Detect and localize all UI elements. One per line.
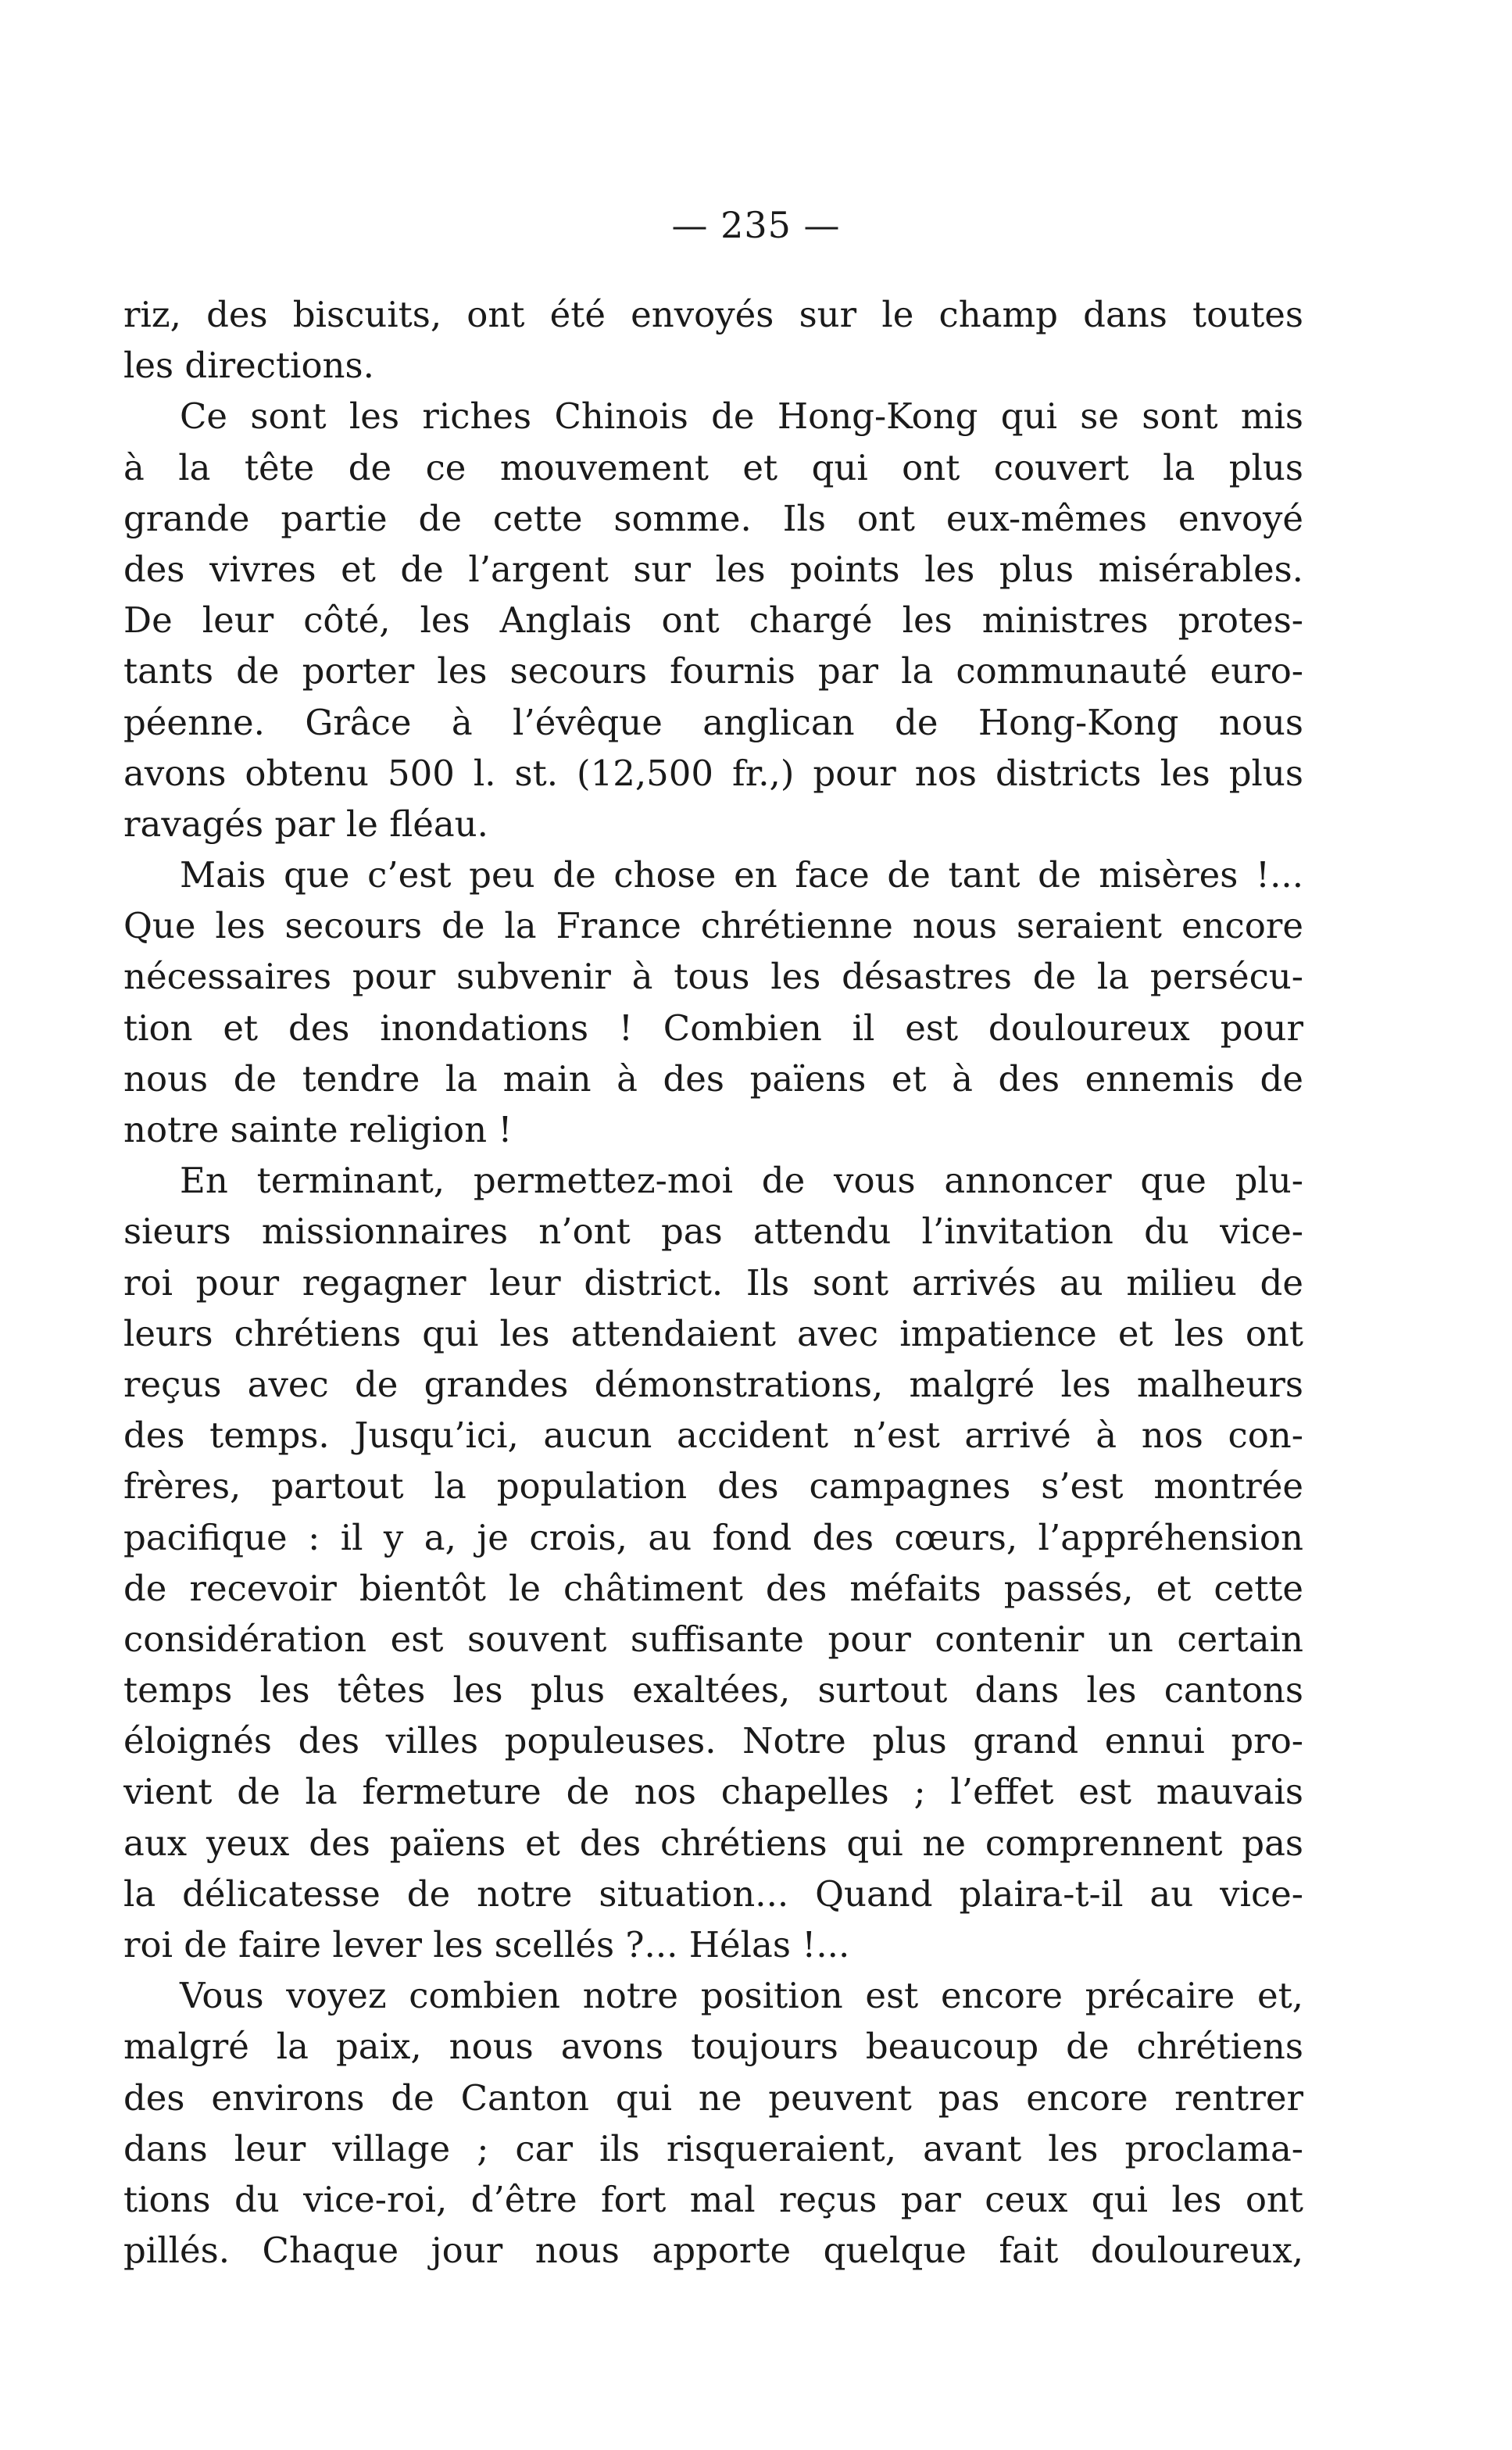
text-line: des environs de Canton qui ne peuvent pas encore rentrer: [123, 2076, 1303, 2119]
text-line: dans leur village ; car ils risqueraient, avant les proclama-: [123, 2127, 1303, 2169]
text-line: De leur côté, les Anglais ont chargé les ministres protes-: [123, 599, 1303, 642]
text-line: tants de porter les secours fournis par la communauté euro-: [123, 650, 1303, 692]
text-line: notre sainte religion !: [123, 1109, 513, 1150]
text-line: ravagés par le fléau.: [123, 803, 488, 845]
paragraph: [123, 849, 1303, 1155]
text-line: de recevoir bientôt le châtiment des méfaits passés, et cette: [123, 1567, 1303, 1609]
paragraph: [123, 1155, 1303, 1970]
text-line: les directions.: [123, 345, 374, 387]
text-line: frères, partout la population des campagnes s’est montrée: [123, 1465, 1303, 1508]
text-line: aux yeux des païens et des chrétiens qui ne comprennent pas: [123, 1822, 1303, 1864]
text-line: riz, des biscuits, ont été envoyés sur le champ dans toutes: [123, 294, 1303, 335]
text-line: tion et des inondations ! Combien il est douloureux pour: [123, 1007, 1303, 1049]
text-line: temps les têtes les plus exaltées, surtout dans les cantons: [123, 1669, 1303, 1711]
text-line: des vivres et de l’argent sur les points les plus misérables.: [123, 548, 1303, 590]
text-line: Mais que c’est peu de chose en face de tant de misères !...: [180, 854, 1303, 896]
text-line: sieurs missionnaires n’ont pas attendu l’invitation du vice-: [123, 1211, 1303, 1253]
text-line: vient de la fermeture de nos chapelles ; l’effet est mauvais: [123, 1771, 1303, 1813]
text-line: des temps. Jusqu’ici, aucun accident n’est arrivé à nos con-: [123, 1415, 1303, 1457]
text-line: à la tête de ce mouvement et qui ont couvert la plus: [123, 446, 1303, 488]
text-line: reçus avec de grandes démonstrations, malgré les malheurs: [123, 1363, 1303, 1405]
text-line: péenne. Grâce à l’évêque anglican de Hong-Kong nous: [123, 701, 1303, 743]
text-line: nécessaires pour subvenir à tous les désastres de la persécu-: [123, 956, 1303, 998]
text-line: avons obtenu 500 l. st. (12,500 fr.,) pour nos districts les plus: [123, 752, 1303, 794]
body-text: [123, 289, 1303, 2276]
text-line: Vous voyez combien notre position est encore précaire et,: [180, 1975, 1303, 2017]
text-line: malgré la paix, nous avons toujours beaucoup de chrétiens: [123, 2026, 1303, 2068]
text-line: En terminant, permettez-moi de vous annoncer que plu-: [180, 1160, 1303, 1202]
text-line: Ce sont les riches Chinois de Hong-Kong qui se sont mis: [180, 395, 1303, 438]
page-number: — 235 —: [671, 204, 841, 246]
text-line: la délicatesse de notre situation... Quand plaira-t-il au vice-: [123, 1872, 1303, 1915]
text-line: nous de tendre la main à des païens et à des ennemis de: [123, 1057, 1303, 1100]
text-line: Que les secours de la France chrétienne nous seraient encore: [123, 905, 1303, 947]
text-line: éloignés des villes populeuses. Notre plus grand ennui pro-: [123, 1720, 1303, 1762]
text-line: pacifique : il y a, je crois, au fond des cœurs, l’appréhension: [123, 1516, 1303, 1558]
text-line: roi de faire lever les scellés ?... Hélas !...: [123, 1924, 850, 1965]
text-line: considération est souvent suffisante pour contenir un certain: [123, 1618, 1303, 1660]
text-line: roi pour regagner leur district. Ils sont arrivés au milieu de: [123, 1261, 1303, 1304]
paragraph: [123, 289, 1303, 391]
text-line: tions du vice-roi, d’être fort mal reçus par ceux qui les ont: [123, 2178, 1303, 2220]
text-line: pillés. Chaque jour nous apporte quelque fait douloureux,: [123, 2230, 1303, 2272]
paragraph: [123, 1970, 1303, 2276]
paragraph: [123, 391, 1303, 849]
text-line: grande partie de cette somme. Ils ont eux-mêmes envoyé: [123, 497, 1303, 539]
text-line: leurs chrétiens qui les attendaient avec impatience et les ont: [123, 1312, 1303, 1354]
